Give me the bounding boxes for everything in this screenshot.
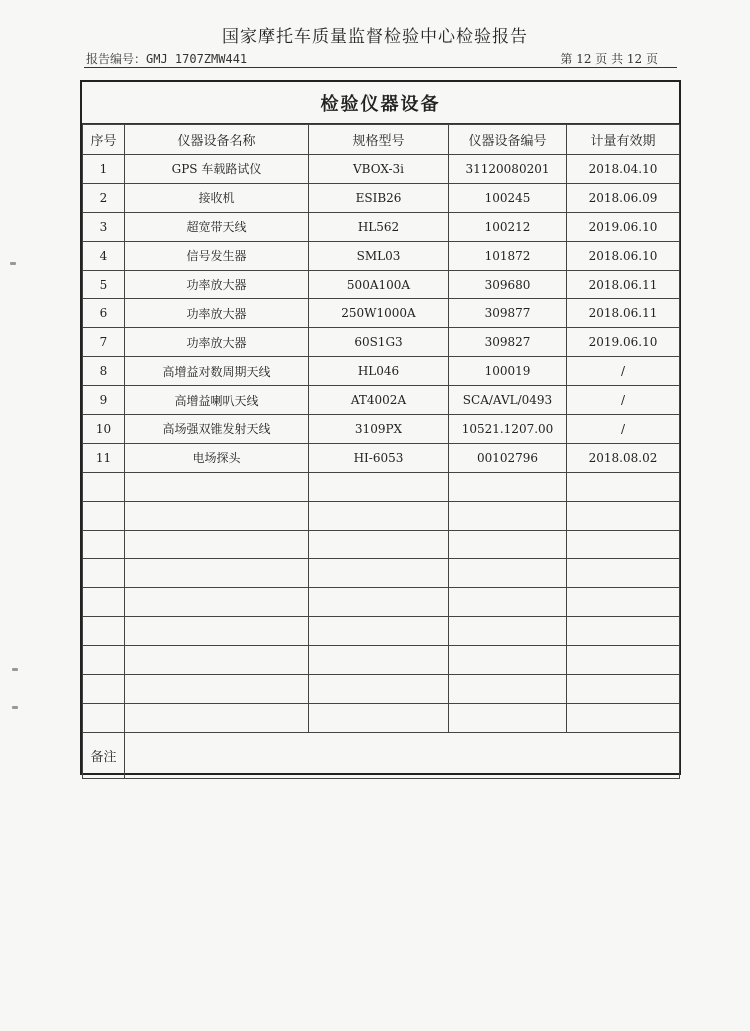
cell-serial: 309827	[449, 328, 567, 357]
header-model: 规格型号	[309, 125, 449, 155]
empty-cell	[309, 703, 449, 732]
cell-valid: 2018.06.11	[567, 270, 680, 299]
cell-serial: 10521.1207.00	[449, 415, 567, 444]
table-row-empty	[83, 559, 680, 588]
cell-model: 3109PX	[309, 415, 449, 444]
table-row-empty	[83, 588, 680, 617]
cell-name: 功率放大器	[125, 328, 309, 357]
empty-cell	[125, 501, 309, 530]
cell-seq: 11	[83, 443, 125, 472]
cell-valid: 2019.06.10	[567, 212, 680, 241]
cell-name: 高场强双锥发射天线	[125, 415, 309, 444]
table-row-empty	[83, 472, 680, 501]
cell-model: VBOX-3i	[309, 155, 449, 184]
cell-valid: 2018.06.09	[567, 183, 680, 212]
cell-model: 250W1000A	[309, 299, 449, 328]
cell-valid: 2018.06.11	[567, 299, 680, 328]
header-seq: 序号	[83, 125, 125, 155]
empty-cell	[567, 501, 680, 530]
cell-seq: 2	[83, 183, 125, 212]
empty-cell	[449, 617, 567, 646]
cell-serial: SCA/AVL/0493	[449, 386, 567, 415]
empty-cell	[567, 559, 680, 588]
empty-cell	[309, 646, 449, 675]
empty-cell	[125, 530, 309, 559]
empty-cell	[309, 617, 449, 646]
empty-cell	[83, 530, 125, 559]
empty-cell	[449, 675, 567, 704]
table-row	[83, 212, 680, 241]
cell-model: 60S1G3	[309, 328, 449, 357]
cell-name: 功率放大器	[125, 299, 309, 328]
empty-cell	[83, 675, 125, 704]
cell-model: HI-6053	[309, 443, 449, 472]
cell-model: 500A100A	[309, 270, 449, 299]
empty-cell	[125, 617, 309, 646]
empty-cell	[449, 530, 567, 559]
empty-cell	[83, 472, 125, 501]
remark-value	[125, 732, 680, 778]
empty-cell	[83, 617, 125, 646]
table-row	[83, 241, 680, 270]
table-row-empty	[83, 675, 680, 704]
cell-serial: 100245	[449, 183, 567, 212]
empty-cell	[567, 472, 680, 501]
empty-cell	[83, 646, 125, 675]
equipment-table	[82, 124, 680, 779]
empty-cell	[567, 703, 680, 732]
empty-cell	[83, 588, 125, 617]
table-row	[83, 443, 680, 472]
cell-valid: 2018.06.10	[567, 241, 680, 270]
empty-cell	[567, 617, 680, 646]
cell-seq: 3	[83, 212, 125, 241]
table-row	[83, 386, 680, 415]
cell-valid: /	[567, 386, 680, 415]
cell-seq: 10	[83, 415, 125, 444]
cell-name: 超宽带天线	[125, 212, 309, 241]
empty-cell	[567, 646, 680, 675]
empty-cell	[567, 530, 680, 559]
cell-valid: 2019.06.10	[567, 328, 680, 357]
empty-cell	[309, 675, 449, 704]
cell-seq: 8	[83, 357, 125, 386]
empty-cell	[567, 675, 680, 704]
table-row-empty	[83, 646, 680, 675]
report-title: 国家摩托车质量监督检验中心检验报告	[222, 27, 528, 47]
cell-name: 信号发生器	[125, 241, 309, 270]
empty-cell	[449, 588, 567, 617]
cell-serial: 00102796	[449, 443, 567, 472]
table-row	[83, 299, 680, 328]
table-row-empty	[83, 530, 680, 559]
empty-cell	[309, 530, 449, 559]
empty-cell	[449, 472, 567, 501]
cell-name: 接收机	[125, 183, 309, 212]
table-row-empty	[83, 703, 680, 732]
cell-valid: 2018.04.10	[567, 155, 680, 184]
table-title: 检验仪器设备	[82, 82, 679, 124]
cell-serial: 100212	[449, 212, 567, 241]
empty-cell	[449, 559, 567, 588]
cell-serial: 100019	[449, 357, 567, 386]
empty-cell	[309, 472, 449, 501]
empty-cell	[449, 646, 567, 675]
cell-serial: 309877	[449, 299, 567, 328]
cell-seq: 6	[83, 299, 125, 328]
cell-seq: 1	[83, 155, 125, 184]
empty-cell	[83, 559, 125, 588]
empty-cell	[125, 646, 309, 675]
header-valid: 计量有效期	[567, 125, 680, 155]
empty-cell	[83, 703, 125, 732]
header-divider	[84, 67, 677, 68]
cell-seq: 5	[83, 270, 125, 299]
empty-cell	[567, 588, 680, 617]
empty-cell	[125, 588, 309, 617]
cell-valid: /	[567, 415, 680, 444]
table-header-row	[83, 125, 680, 155]
remark-row	[83, 732, 680, 778]
scan-mark	[12, 668, 18, 671]
empty-cell	[449, 501, 567, 530]
empty-cell	[83, 501, 125, 530]
empty-cell	[309, 588, 449, 617]
cell-model: ESIB26	[309, 183, 449, 212]
table-row	[83, 155, 680, 184]
cell-serial: 101872	[449, 241, 567, 270]
remark-label: 备注	[83, 732, 125, 778]
table-row	[83, 270, 680, 299]
table-row-empty	[83, 501, 680, 530]
cell-model: HL562	[309, 212, 449, 241]
empty-cell	[125, 703, 309, 732]
scan-mark	[10, 262, 16, 265]
cell-seq: 4	[83, 241, 125, 270]
empty-cell	[309, 559, 449, 588]
cell-valid: 2018.08.02	[567, 443, 680, 472]
page-indicator: 第 12 页 共 12 页	[560, 52, 658, 66]
cell-name: GPS 车载路试仪	[125, 155, 309, 184]
header-serial: 仪器设备编号	[449, 125, 567, 155]
cell-serial: 31120080201	[449, 155, 567, 184]
empty-cell	[309, 501, 449, 530]
cell-model: SML03	[309, 241, 449, 270]
empty-cell	[449, 703, 567, 732]
table-row	[83, 328, 680, 357]
cell-name: 高增益对数周期天线	[125, 357, 309, 386]
header-name: 仪器设备名称	[125, 125, 309, 155]
cell-name: 功率放大器	[125, 270, 309, 299]
table-row	[83, 357, 680, 386]
cell-seq: 7	[83, 328, 125, 357]
empty-cell	[125, 472, 309, 501]
table-row-empty	[83, 617, 680, 646]
cell-model: AT4002A	[309, 386, 449, 415]
table-row	[83, 415, 680, 444]
cell-serial: 309680	[449, 270, 567, 299]
cell-valid: /	[567, 357, 680, 386]
scan-mark	[12, 706, 18, 709]
empty-cell	[125, 675, 309, 704]
empty-cell	[125, 559, 309, 588]
cell-model: HL046	[309, 357, 449, 386]
cell-seq: 9	[83, 386, 125, 415]
cell-name: 电场探头	[125, 443, 309, 472]
cell-name: 高增益喇叭天线	[125, 386, 309, 415]
report-number: 报告编号：GMJ 1707ZMW441	[86, 52, 248, 66]
equipment-table-frame	[80, 80, 681, 775]
table-row	[83, 183, 680, 212]
